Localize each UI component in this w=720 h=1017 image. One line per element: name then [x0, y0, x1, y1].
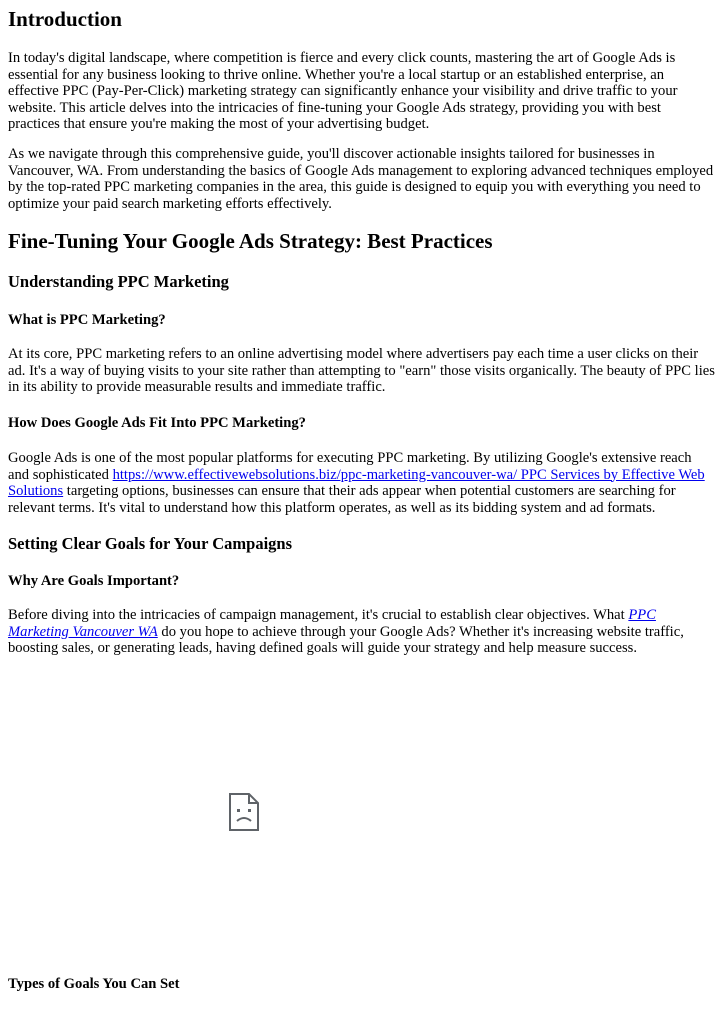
how-google-ads-heading: How Does Google Ads Fit Into PPC Marketing? [8, 415, 306, 431]
why-goals-paragraph [8, 607, 716, 657]
what-is-ppc-paragraph: At its core, PPC marketing refers to an online advertising model where advertisers pay each time a user clicks on their ad. It's a way of buying visits to your site rather than attempting to "earn" those visits organically. The beauty of PPC lies in its ability to provide measurable results and immediate traffic. [8, 346, 715, 395]
intro-heading: Introduction [8, 7, 122, 31]
why-text-after: do you hope to achieve through your Google Ads? Whether it's increasing website traffic, boosting sales, or generating leads, having defined goals will guide your strategy and help measure success. [8, 623, 684, 656]
understanding-heading: Understanding PPC Marketing [8, 272, 229, 291]
how-text-after: targeting options, businesses can ensure that their ads appear when potential customers are searching for relevant terms. It's vital to understand how this platform operates, as well as its bidding system and ad formats. [8, 483, 676, 516]
goals-heading: Setting Clear Goals for Your Campaigns [8, 534, 293, 553]
types-of-goals-heading: Types of Goals You Can Set [8, 976, 180, 992]
why-goals-heading: Why Are Goals Important? [8, 573, 180, 589]
why-text-before: Before diving into the intricacies of campaign management, it's crucial to establish clear objectives. What [8, 607, 629, 623]
main-heading: Fine-Tuning Your Google Ads Strategy: Best Practices [8, 229, 493, 253]
intro-paragraph-2: As we navigate through this comprehensive guide, you'll discover actionable insights tailored for businesses in Vancouver, WA. From understanding the basics of Google Ads management to exploring advanced techniques employed by the top-rated PPC marketing companies in the area, this guide is designed to equip you with everything you need to optimize your paid search marketing efforts effectively. [8, 146, 714, 212]
what-is-ppc-heading: What is PPC Marketing? [8, 312, 166, 328]
broken-image-icon [228, 792, 260, 832]
ppc-marketing-vancouver-link[interactable]: PPC Marketing Vancouver WA [8, 607, 656, 640]
how-text-before: Google Ads is one of the most popular platforms for executing PPC marketing. By utilizing Google's extensive reach and sophisticated [8, 450, 692, 483]
how-google-ads-paragraph [8, 450, 716, 516]
intro-paragraph-1: In today's digital landscape, where competition is fierce and every click counts, mastering the art of Google Ads is essential for any business looking to thrive online. Whether you're a local startup or an established enterprise, an effective PPC (Pay-Per-Click) marketing strategy can significantly enhance your visibility and drive traffic to your website. This article delves into the intricacies of fine-tuning your Google Ads strategy, providing you with best practices that ensure you're making the most of your advertising budget. [8, 50, 678, 132]
ppc-services-link[interactable]: https://www.effectivewebsolutions.biz/ppc-marketing-vancouver-wa/ PPC Services by Effective Web Solutions [8, 466, 705, 499]
